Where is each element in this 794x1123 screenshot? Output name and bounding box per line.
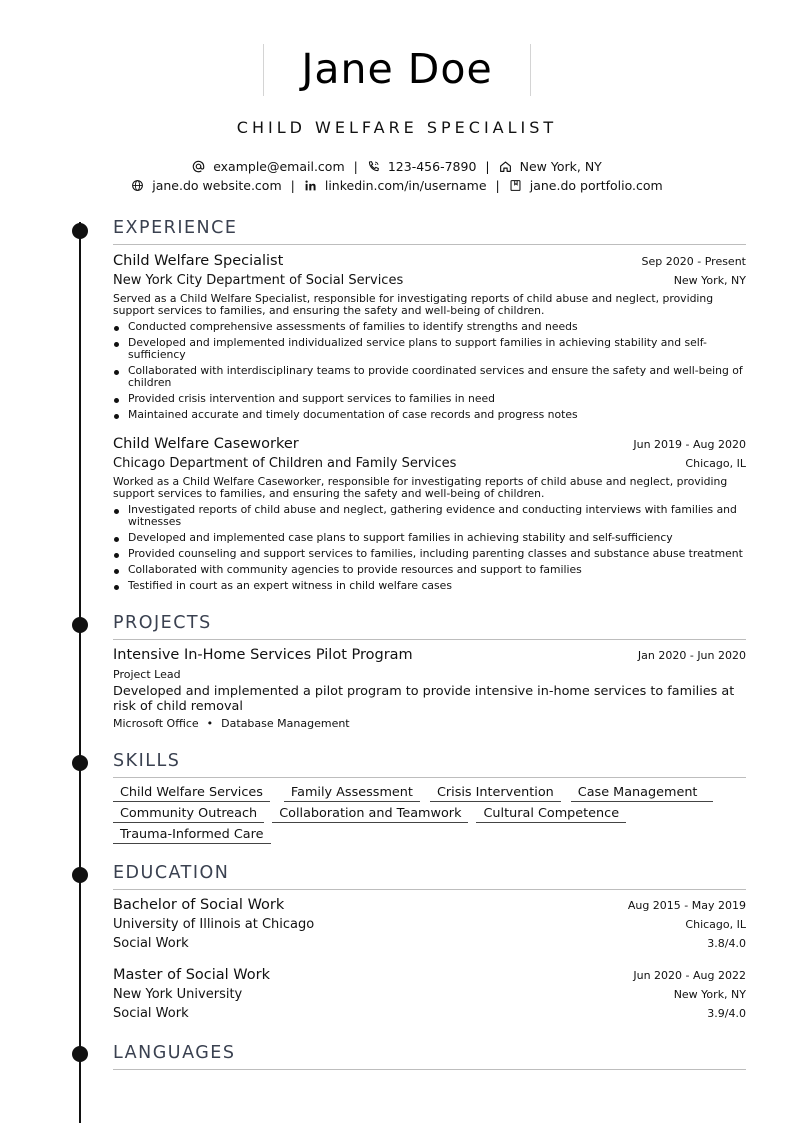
job-org-row [113, 273, 746, 288]
education-location: New York, NY [673, 988, 746, 1001]
at-icon [192, 160, 205, 173]
timeline-dot [72, 867, 88, 883]
job-dates: Jun 2019 - Aug 2020 [633, 438, 746, 451]
section-title: SKILLS [113, 751, 181, 771]
tool-separator: • [206, 717, 214, 730]
job-header [113, 436, 746, 452]
contact-portfolio-text: jane.do portfolio.com [529, 178, 663, 193]
contact-linkedin[interactable] [304, 178, 487, 193]
education-dates: Jun 2020 - Aug 2022 [633, 969, 746, 982]
job-dates: Sep 2020 - Present [641, 255, 746, 268]
bullet-item: Testified in court as an expert witness in child welfare cases [113, 580, 746, 592]
job-organization: Chicago Department of Children and Family Services [113, 456, 457, 471]
contact-portfolio[interactable] [509, 178, 663, 193]
job-summary: Served as a Child Welfare Specialist, responsible for investigating reports of child abuse and neglect, providing support services to families, and ensuring the safety and well-being of children. [113, 292, 714, 317]
bullet-item: Developed and implemented individualized service plans to support families in achieving stability and self-sufficiency [113, 337, 746, 361]
skill-tag: Case Management [571, 785, 714, 802]
contact-row-1 [0, 159, 794, 174]
education-location: Chicago, IL [685, 918, 746, 931]
education-school: New York University [113, 987, 243, 1002]
section-projects [113, 612, 746, 640]
skill-tag: Crisis Intervention [430, 785, 561, 802]
education-dates: Aug 2015 - May 2019 [627, 899, 746, 912]
section-title: PROJECTS [113, 613, 212, 633]
skill-tag: Trauma-Informed Care [113, 827, 271, 844]
job-role: Child Welfare Specialist [113, 253, 284, 269]
home-icon [499, 160, 512, 173]
education-gpa: 3.9/4.0 [707, 1007, 746, 1020]
section-languages [113, 1042, 746, 1070]
job-location: Chicago, IL [685, 457, 746, 470]
contact-email[interactable] [192, 159, 344, 174]
linkedin-icon [304, 179, 317, 192]
section-title: EDUCATION [113, 863, 230, 883]
education-field: Social Work [113, 936, 189, 951]
skill-tag: Collaboration and Teamwork [272, 806, 468, 823]
education-school: University of Illinois at Chicago [113, 917, 315, 932]
job-org-row [113, 456, 746, 471]
section-experience [113, 217, 746, 245]
project-tool: Microsoft Office [113, 717, 199, 730]
timeline-dot [72, 617, 88, 633]
education-field: Social Work [113, 1006, 189, 1021]
project-header [113, 647, 746, 663]
section-education [113, 862, 746, 890]
contact-separator: | [290, 178, 295, 193]
job-organization: New York City Department of Social Services [113, 273, 404, 288]
job-header [113, 253, 746, 269]
contact-email-text: example@email.com [213, 159, 345, 174]
job-location: New York, NY [673, 274, 746, 287]
name-block [263, 44, 531, 96]
project-tools [113, 717, 350, 730]
skill-tag: Child Welfare Services [113, 785, 270, 802]
bullet-item: Investigated reports of child abuse and neglect, gathering evidence and conducting interviews with families and witnesses [113, 504, 746, 528]
bullet-item: Conducted comprehensive assessments of families to identify strengths and needs [113, 321, 746, 333]
education-degree: Master of Social Work [113, 967, 271, 983]
timeline-line [79, 222, 81, 1123]
skills-list [113, 785, 746, 844]
section-title: LANGUAGES [113, 1043, 236, 1063]
bullet-item: Provided crisis intervention and support services to families in need [113, 393, 746, 405]
job-bullets [113, 504, 746, 592]
globe-icon [131, 179, 144, 192]
contact-separator: | [353, 159, 358, 174]
contact-website-text: jane.do website.com [152, 178, 282, 193]
contact-location-text: New York, NY [519, 159, 602, 174]
education-degree: Bachelor of Social Work [113, 897, 285, 913]
bullet-item: Maintained accurate and timely documentation of case records and progress notes [113, 409, 746, 421]
job-bullets [113, 321, 746, 421]
contact-location [499, 159, 602, 174]
contact-separator: | [485, 159, 490, 174]
education-field-row [113, 1006, 746, 1021]
education-field-row [113, 936, 746, 951]
phone-icon [367, 160, 380, 173]
skill-tag: Family Assessment [284, 785, 420, 802]
bullet-item: Collaborated with interdisciplinary teams to provide coordinated services and ensure the safety and well-being of children [113, 365, 746, 389]
project-role: Project Lead [113, 668, 181, 681]
portfolio-icon [509, 179, 522, 192]
contact-website[interactable] [131, 178, 281, 193]
contact-phone[interactable] [367, 159, 477, 174]
bullet-item: Provided counseling and support services to families, including parenting classes and substance abuse treatment [113, 548, 746, 560]
contact-phone-text: 123-456-7890 [387, 159, 477, 174]
job-summary: Worked as a Child Welfare Caseworker, responsible for investigating reports of child abuse and neglect, providing support services to families, and ensuring the safety and well-being of children. [113, 475, 728, 500]
bullet-item: Developed and implemented case plans to support families in achieving stability and self-sufficiency [113, 532, 746, 544]
education-header [113, 897, 746, 913]
contact-separator: | [495, 178, 500, 193]
job-role: Child Welfare Caseworker [113, 436, 299, 452]
timeline-dot [72, 223, 88, 239]
skill-tag: Cultural Competence [476, 806, 626, 823]
contact-row-2 [0, 178, 794, 193]
section-skills [113, 750, 746, 778]
candidate-title: CHILD WELFARE SPECIALIST [236, 118, 558, 137]
bullet-item: Collaborated with community agencies to provide resources and support to families [113, 564, 746, 576]
section-title: EXPERIENCE [113, 218, 238, 238]
project-name: Intensive In-Home Services Pilot Program [113, 647, 413, 663]
timeline-dot [72, 1046, 88, 1062]
education-school-row [113, 987, 746, 1002]
education-header [113, 967, 746, 983]
education-school-row [113, 917, 746, 932]
project-tool: Database Management [221, 717, 350, 730]
education-gpa: 3.8/4.0 [707, 937, 746, 950]
candidate-name: Jane Doe [301, 45, 493, 93]
project-description: Developed and implemented a pilot program to provide intensive in-home services to families at risk of child removal [113, 684, 735, 714]
contact-linkedin-text: linkedin.com/in/username [324, 178, 487, 193]
timeline-dot [72, 755, 88, 771]
skill-tag: Community Outreach [113, 806, 264, 823]
project-dates: Jan 2020 - Jun 2020 [637, 649, 746, 662]
